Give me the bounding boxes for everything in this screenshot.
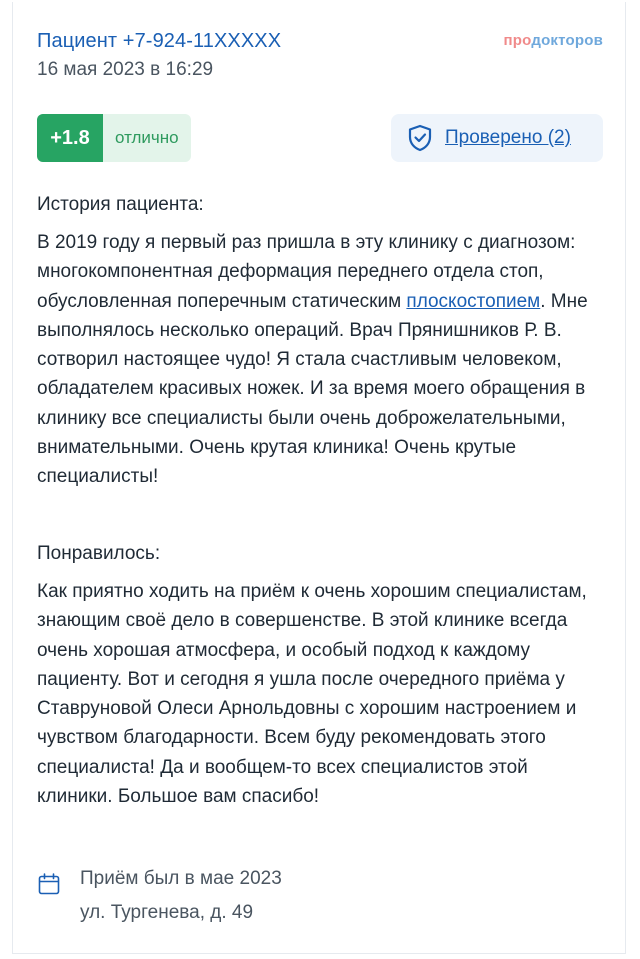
review-card [12, 2, 626, 954]
prodoctorov-logo [504, 32, 603, 49]
visit-date: Приём был в мае 2023 [80, 868, 282, 889]
history-text [37, 228, 607, 492]
flatfoot-link[interactable]: плоскостопием [406, 290, 541, 312]
review-date: 16 мая 2023 в 16:29 [37, 59, 214, 80]
logo-part-1: про [503, 32, 532, 49]
visit-address: ул. Тургенева, д. 49 [80, 902, 254, 923]
shield-check-icon [407, 124, 433, 152]
verified-link[interactable]: Проверено (2) [445, 127, 571, 148]
history-title: История пациента: [37, 194, 204, 215]
review-author[interactable]: Пациент +7-924-11XXXXX [37, 30, 282, 52]
calendar-icon [37, 872, 61, 896]
rating-score: +1.8 [37, 114, 103, 162]
liked-text: Как приятно ходить на приём к очень хорошим специалистам, знающим своё дело в совершенстве. В этой клинике всегда очень хорошая атмосфера, и особый подход к каждому пациенту. Вот и сегодня я ушла после очередного приёма у Ставруновой Олеси Арнольдовны с хорошим настроением и чувством благодарности. Всем буду рекомендовать этого специалиста! Да и вообщем-то всех специалистов этой клиники. Большое вам спасибо! [37, 581, 587, 808]
rating-label: отлично [115, 128, 179, 147]
history-text-part-1: В 2019 году я первый раз пришла в эту клинику с диагнозом: многокомпонентная деформация переднего отдела стоп, обусловленная поперечным статическим [37, 232, 576, 312]
logo-part-2: докторов [531, 32, 603, 49]
history-text-part-2: . Мне выполнялось несколько операций. Врач Прянишников Р. В. сотворил настоящее чудо! Я стала счастливым человеком, обладателем красивых ножек. И за время моего обращения в клинику все специалисты были очень доброжелательными, внимательными. Очень крутая клиника! Очень крутые специалисты! [37, 290, 588, 488]
rating-row [37, 114, 603, 164]
rating-badge [37, 114, 191, 162]
verified-badge[interactable] [391, 114, 603, 162]
review-header [37, 28, 605, 82]
liked-title: Понравилось: [37, 543, 161, 564]
